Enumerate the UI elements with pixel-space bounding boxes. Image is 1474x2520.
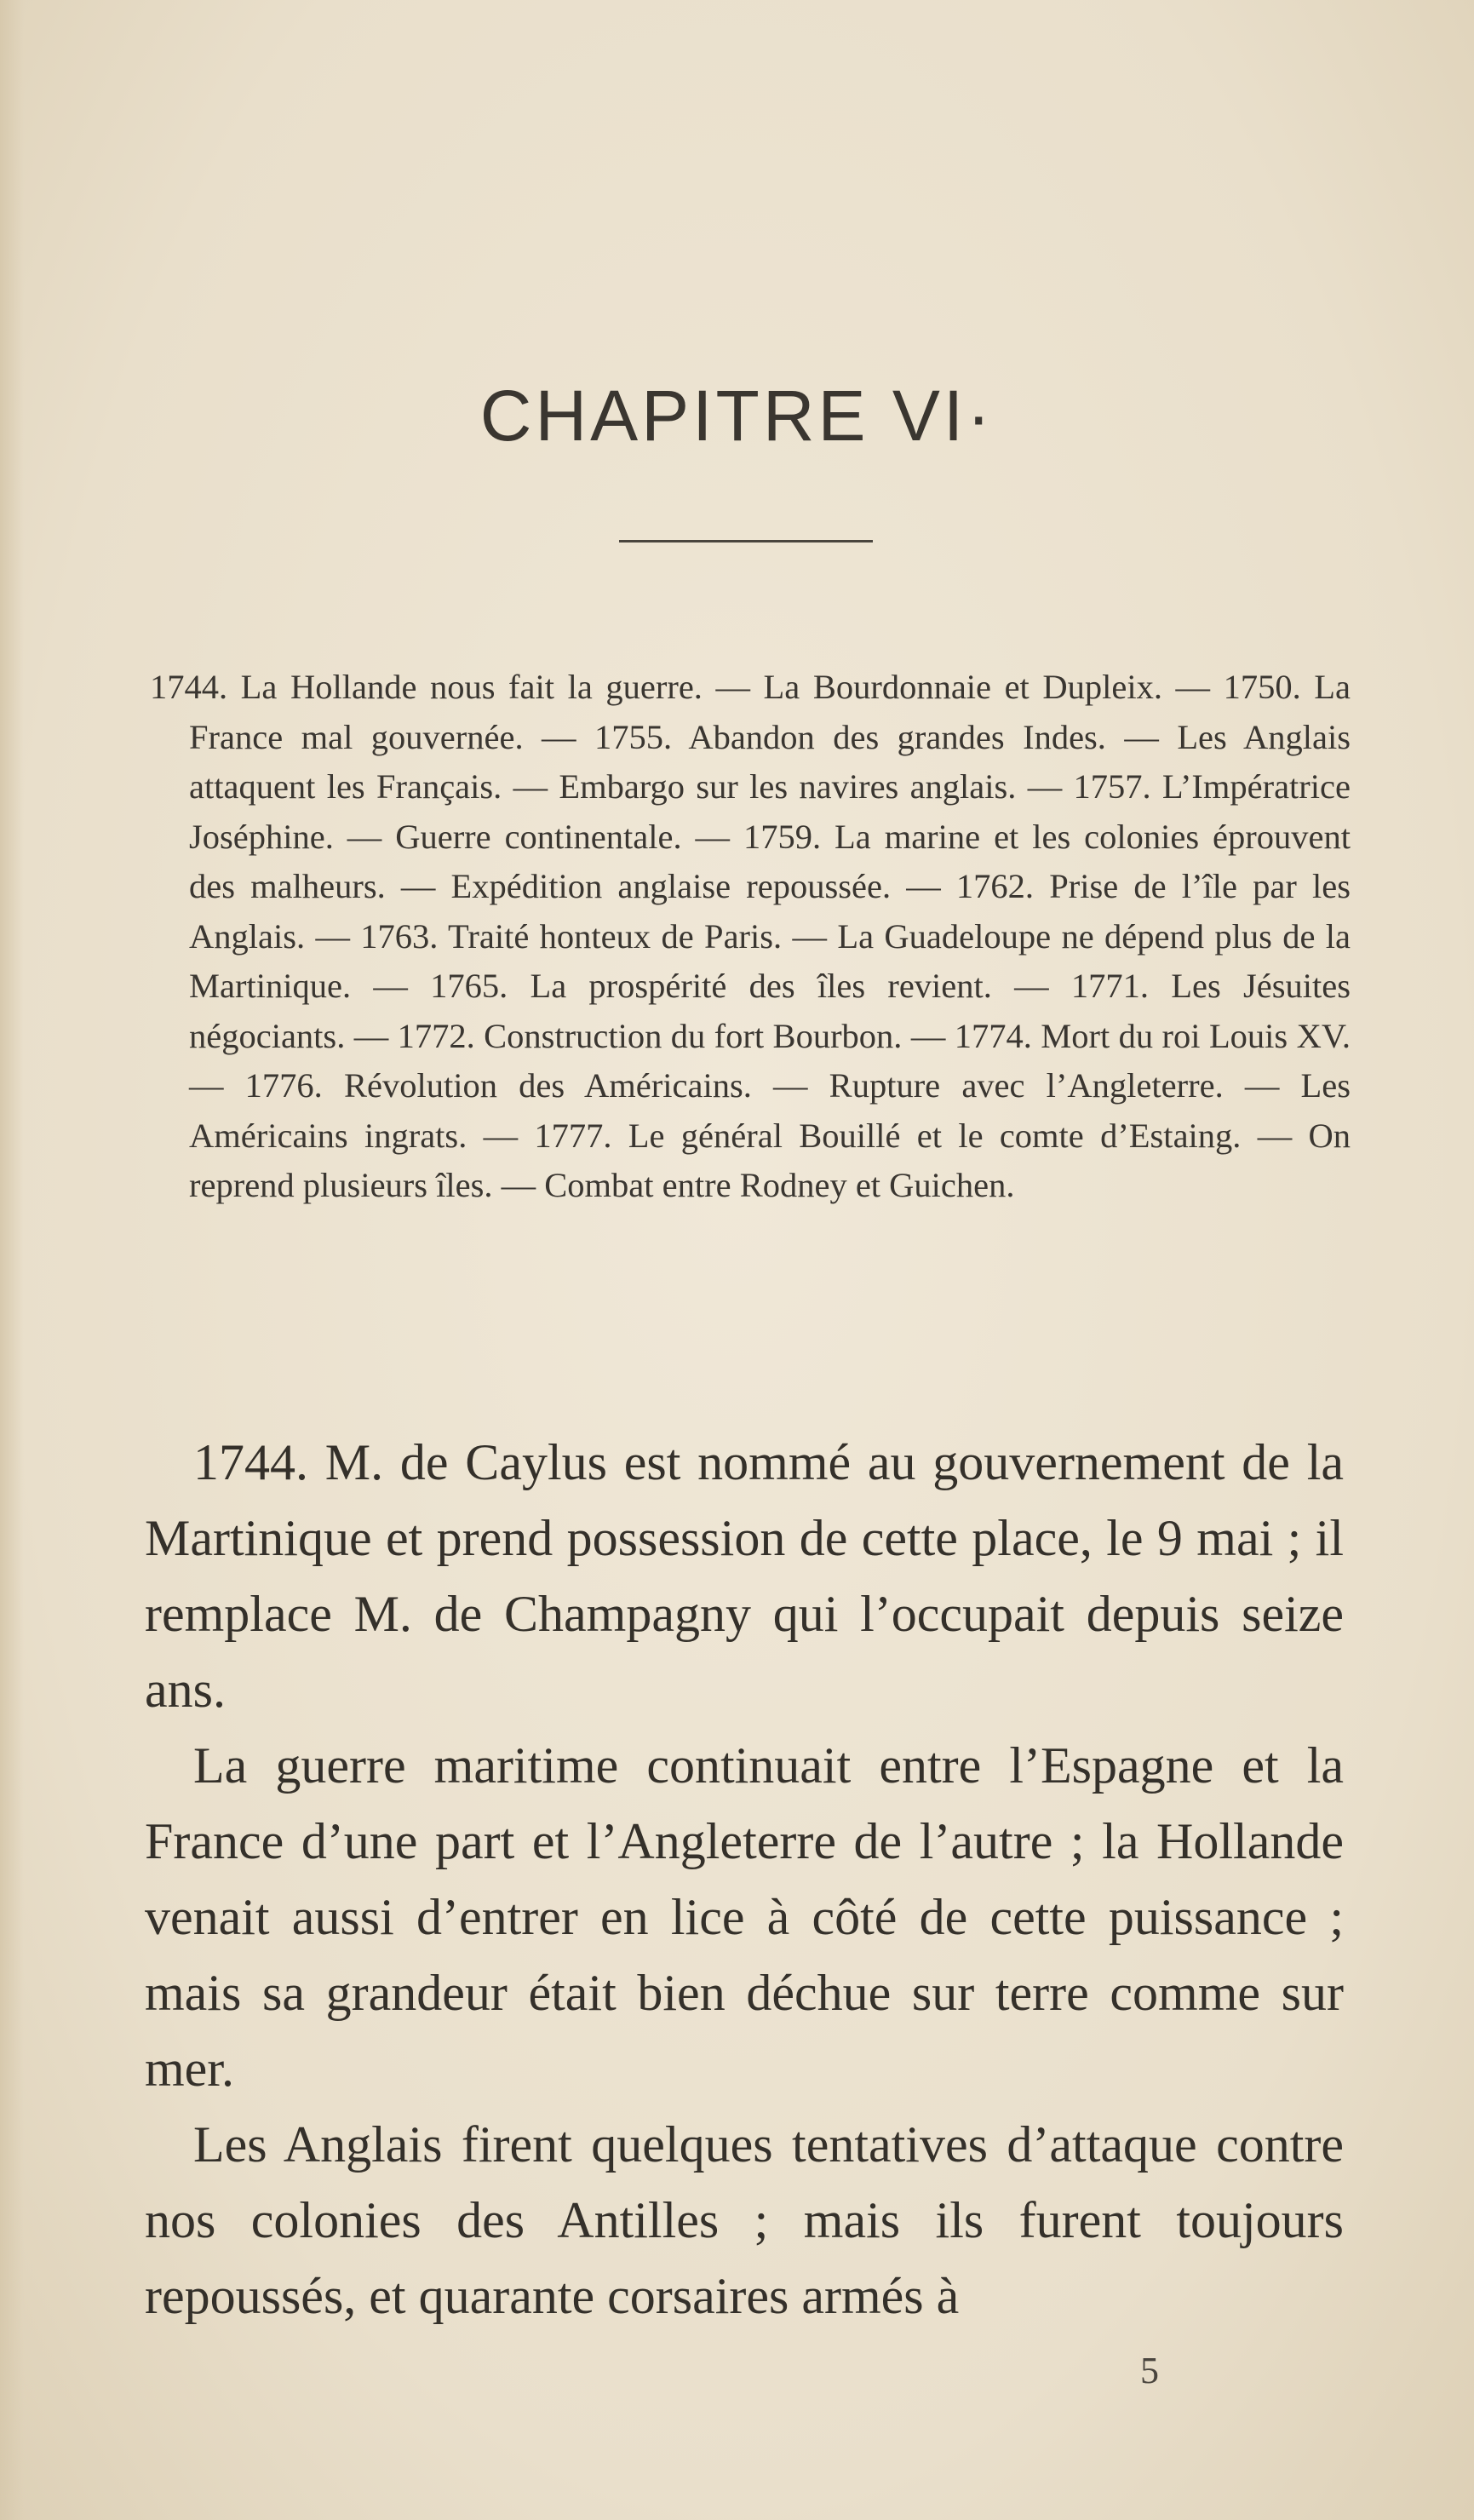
page-number: 5 [1140, 2350, 1159, 2391]
summary-text: 1744. La Hollande nous fait la guerre. — La Bourdonnaie et Dupleix. — 1750. La France mal gouvernée. — 1755. Abandon des grandes Indes. — Les Anglais attaquent les Français. — Embargo sur les navires anglais. — 1757. L’Impératrice Joséphine. — Guerre continentale. — 1759. La marine et les colonies éprouvent des malheurs. — Expédition anglaise repoussée. — 1762. Prise de l’île par les Anglais. — 1763. Traité honteux de Paris. — La Guadeloupe ne dépend plus de la Martinique. — 1765. La prospérité des îles revient. — 1771. Les Jésuites négociants. — 1772. Construction du fort Bourbon. — 1774. Mort du roi Louis XV. — 1776. Révolution des Américains. — Rupture avec l’Angleterre. — Les Américains ingrats. — 1777. Le général Bouillé et le comte d’Estaing. — On reprend plusieurs îles. — Combat entre Rodney et Guichen. [150, 668, 1351, 1204]
chapter-summary [150, 663, 1351, 1211]
paragraph: La guerre maritime continuait entre l’Espagne et la France d’une part et l’Angleterre de l’autre ; la Hollande venait aussi d’entrer en lice à côté de cette puissance ; mais sa grandeur était bien déchue sur terre comme sur mer. [145, 1737, 1344, 2097]
paragraph: Les Anglais firent quelques tentatives d’attaque contre nos colonies des Antilles ; mais ils furent toujours repoussés, et quarante corsaires armés à [145, 2116, 1344, 2324]
chapter-body [145, 1425, 1344, 2334]
chapter-title: CHAPITRE VI· [479, 376, 995, 456]
paragraph: 1744. M. de Caylus est nommé au gouvernement de la Martinique et prend possession de cette place, le 9 mai ; il remplace M. de Champagny qui l’occupait depuis seize ans. [145, 1434, 1344, 1718]
title-divider [619, 540, 873, 542]
